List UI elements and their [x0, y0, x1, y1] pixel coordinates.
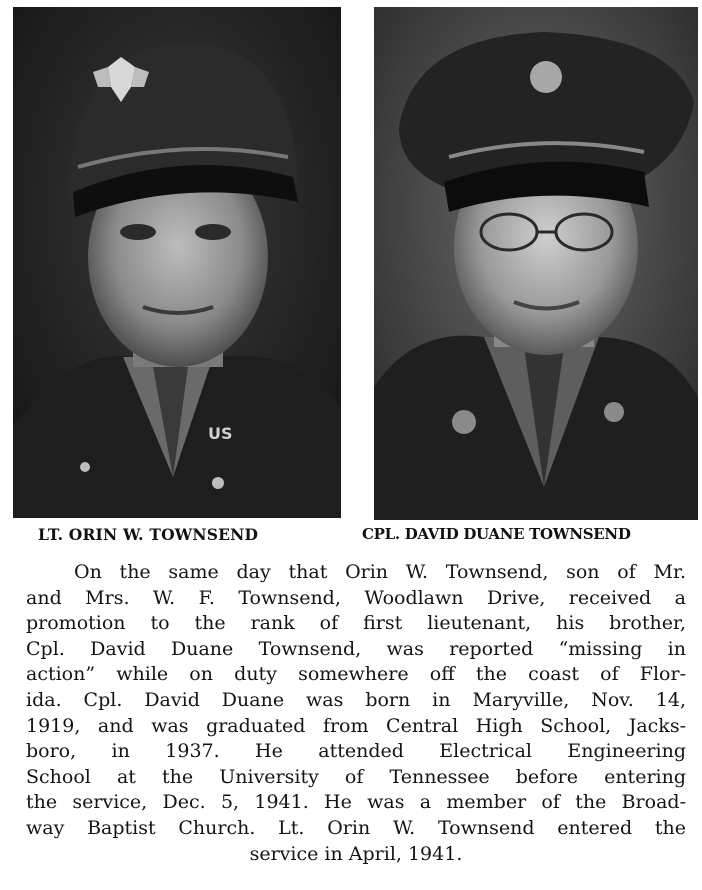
article-line: action” while on duty somewhere off the coast of Flor- [26, 663, 686, 686]
article-line: service in April, 1941. [249, 842, 463, 865]
cap-badge-icon [530, 61, 562, 93]
portrait-left-caption: LT. ORIN W. TOWNSEND [38, 525, 259, 544]
svg-text:US: US [208, 424, 233, 443]
article-line: way Baptist Church. Lt. Orin W. Townsend entered the [26, 816, 686, 839]
article-line: 1919, and was graduated from Central High School, Jacks- [26, 714, 686, 737]
portrait-left-photo [13, 7, 341, 518]
article-line: the service, Dec. 5, 1941. He was a member of the Broad- [26, 791, 686, 814]
collar-disc-icon [452, 410, 476, 434]
article-line: boro, in 1937. He attended Electrical Engineering [26, 740, 686, 763]
portrait-right-caption: CPL. DAVID DUANE TOWNSEND [362, 525, 631, 543]
article-line: ida. Cpl. David Duane was born in Maryville, Nov. 14, [26, 688, 686, 711]
article-line: and Mrs. W. F. Townsend, Woodlawn Drive, received a [26, 586, 686, 609]
article-body [26, 560, 686, 867]
soldier-portrait-image [374, 7, 698, 520]
article-line: Cpl. David Duane Townsend, was reported “missing in [26, 637, 686, 660]
article-line: School at the University of Tennessee before entering [26, 765, 686, 788]
article-line: promotion to the rank of first lieutenant, his brother, [26, 612, 686, 635]
article-line: On the same day that Orin W. Townsend, son of Mr. [74, 561, 686, 583]
portrait-right-photo [374, 7, 698, 520]
soldier-portrait-image [13, 7, 341, 518]
